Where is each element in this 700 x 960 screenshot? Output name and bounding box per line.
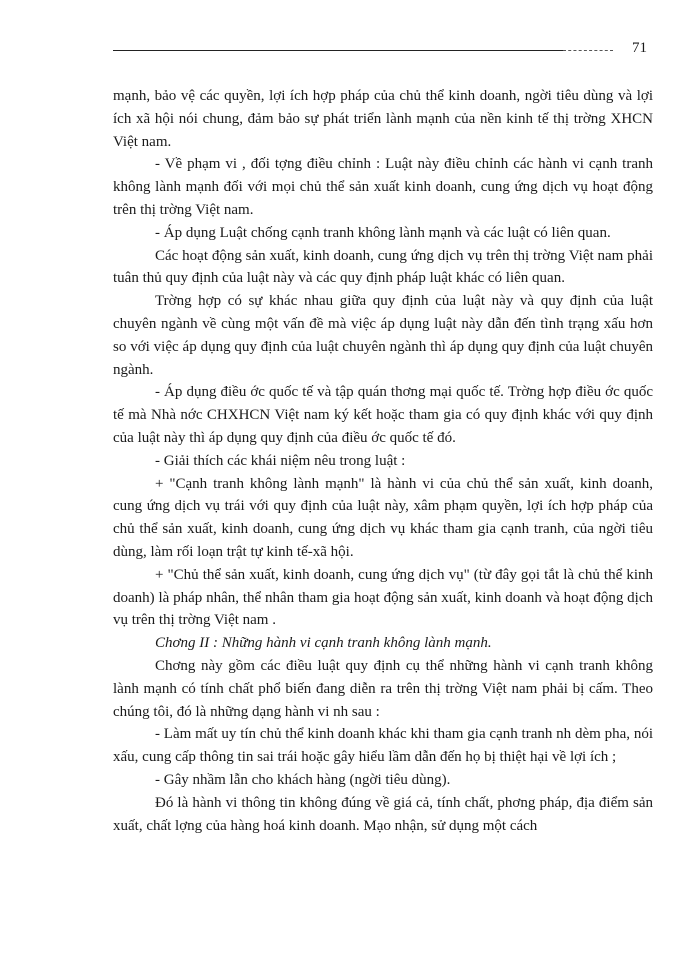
paragraph-2: - Về phạm vi , đối tợng điều chỉnh : Luật này điều chỉnh các hành vi cạnh tranh không lành mạnh đối với mọi chủ thể sản xuất kinh doanh, cung ứng dịch vụ hoạt động trên thị trờng Việt nam. xyxy=(113,156,653,218)
page-number: 71 xyxy=(632,40,647,56)
paragraph-9: + "Chủ thể sản xuất, kinh doanh, cung ứng dịch vụ" (từ đây gọi tắt là chủ thể kinh doanh) là pháp nhân, thể nhân tham gia hoạt động sản xuất, kinh doanh và hoạt động dịch vụ trên thị trờng Việt nam . xyxy=(113,566,653,629)
header-dash xyxy=(563,50,613,51)
paragraph-6: - Áp dụng điều ớc quốc tế và tập quán thơng mại quốc tế. Trờng hợp điều ớc quốc tế mà Nhà nớc CHXHCN Việt nam ký kết hoặc tham gia có quy định khác với quy định của luật này thì áp dụng quy định của điều ớc quốc tế đó. xyxy=(113,384,653,446)
paragraph-8: + "Cạnh tranh không lành mạnh" là hành vi của chủ thể sản xuất, kinh doanh, cung ứng dịch vụ trái với quy định của luật này, xâm phạm quyền, lợi ích hợp pháp của chủ thể sản xuất, kinh doanh, cung ứng dịch vụ khác tham gia cạnh tranh, của ngời tiêu dùng, làm rối loạn trật tự kinh tế-xã hội. xyxy=(113,475,653,560)
paragraph-1: mạnh, bảo vệ các quyền, lợi ích hợp pháp của chủ thể kinh doanh, ngời tiêu dùng và lợi ích xã hội nói chung, đảm bảo sự phát triển lành mạnh của nền kinh tế thị trờng XHCN Việt nam. xyxy=(113,88,653,150)
paragraph-5: Trờng hợp có sự khác nhau giữa quy định của luật này và quy định của luật chuyên ngành về cùng một vấn đề mà việc áp dụng luật này dẫn đến tình trạng xấu hơn so với việc áp dụng quy định của luật chuyên ngành thì áp dụng quy định của luật chuyên ngành. xyxy=(113,293,653,378)
paragraph-14: Đó là hành vi thông tin không đúng về giá cả, tính chất, phơng pháp, địa điểm sản xuất, chất lợng của hàng hoá kinh doanh. Mạo nhận, sử dụng một cách xyxy=(113,794,653,834)
chapter-heading: Chơng II : Những hành vi cạnh tranh không lành mạnh. xyxy=(155,635,492,652)
header-rule xyxy=(113,50,563,51)
paragraph-11: Chơng này gồm các điều luật quy định cụ thể những hành vi cạnh tranh không lành mạnh có tính chất phổ biến đang diễn ra trên thị trờng Việt nam phải bị cấm. Theo chúng tôi, đó là những dạng hành vi nh sau : xyxy=(113,657,653,720)
page-body xyxy=(113,85,653,837)
paragraph-12: - Làm mất uy tín chủ thể kinh doanh khác khi tham gia cạnh tranh nh dèm pha, nói xấu, cung cấp thông tin sai trái hoặc gây hiểu lầm dẫn đến họ bị thiệt hại về lợi ích ; xyxy=(113,726,653,766)
paragraph-7: - Giải thích các khái niệm nêu trong luật : xyxy=(155,452,406,469)
paragraph-13: - Gây nhầm lẫn cho khách hàng (ngời tiêu dùng). xyxy=(155,771,451,788)
paragraph-4: Các hoạt động sản xuất, kinh doanh, cung ứng dịch vụ trên thị trờng Việt nam phải tuân thủ quy định của luật này và các quy định pháp luật khác có liên quan. xyxy=(113,247,653,287)
paragraph-3: - Áp dụng Luật chống cạnh tranh không lành mạnh và các luật có liên quan. xyxy=(155,224,611,241)
